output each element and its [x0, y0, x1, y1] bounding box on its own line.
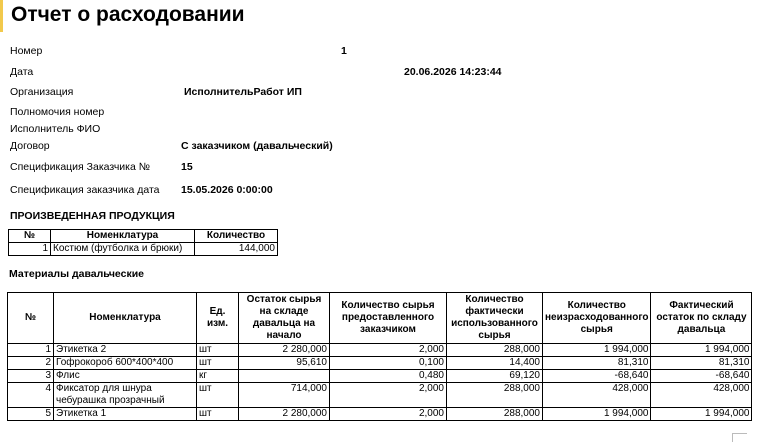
table-cell — [239, 370, 330, 383]
page-corner-marker — [732, 433, 747, 442]
field-label-number: Номер — [10, 45, 43, 57]
field-label-organization: Организация — [10, 86, 74, 98]
table-row — [8, 383, 752, 408]
table-cell: 428,000 — [651, 383, 752, 408]
table-cell: 14,400 — [447, 357, 543, 370]
field-label-spec-number: Спецификация Заказчика № — [10, 161, 151, 173]
table-cell: шт — [197, 383, 239, 408]
table-cell: 3 — [8, 370, 54, 383]
table-cell: шт — [197, 344, 239, 357]
table-cell: 714,000 — [239, 383, 330, 408]
column-header: Остаток сырья на складе давальца на начало — [239, 293, 330, 344]
table-cell: Этикетка 1 — [54, 408, 197, 421]
table-cell: 0,100 — [330, 357, 447, 370]
table-cell: 1 — [9, 243, 51, 256]
field-label-date: Дата — [10, 66, 34, 78]
table-cell: 1 994,000 — [651, 408, 752, 421]
table-cell: кг — [197, 370, 239, 383]
table-cell: Флис — [54, 370, 197, 383]
column-header: Количество фактически использованного сырья — [447, 293, 543, 344]
table-cell: Костюм (футболка и брюки) — [51, 243, 195, 256]
table-cell: 1 994,000 — [543, 408, 651, 421]
table-cell: 2,000 — [330, 383, 447, 408]
table-header-row — [9, 230, 278, 243]
column-header: Количество неизрасходованного сырья — [543, 293, 651, 344]
column-header: Номенклатура — [51, 230, 195, 243]
materials-table — [7, 292, 752, 421]
table-cell: 95,610 — [239, 357, 330, 370]
field-value-contract: С заказчиком (давальческий) — [181, 140, 333, 152]
table-cell: 81,310 — [543, 357, 651, 370]
table-cell: 2 — [8, 357, 54, 370]
materials-section-title: Материалы давальческие — [9, 268, 145, 280]
field-label-contract: Договор — [10, 140, 50, 152]
field-label-executor-name: Исполнитель ФИО — [10, 123, 101, 135]
table-cell: Фиксатор для шнура чебурашка прозрачный — [54, 383, 197, 408]
table-cell: 5 — [8, 408, 54, 421]
table-cell: 144,000 — [195, 243, 278, 256]
table-cell: 288,000 — [447, 383, 543, 408]
table-cell: 1 — [8, 344, 54, 357]
table-cell: -68,640 — [543, 370, 651, 383]
table-cell: 81,310 — [651, 357, 752, 370]
table-cell: Гофрокороб 600*400*400 — [54, 357, 197, 370]
column-header: Количество — [195, 230, 278, 243]
products-section-title: ПРОИЗВЕДЕННАЯ ПРОДУКЦИЯ — [10, 210, 175, 222]
table-cell: 288,000 — [447, 344, 543, 357]
table-cell: -68,640 — [651, 370, 752, 383]
table-cell: 69,120 — [447, 370, 543, 383]
table-cell: шт — [197, 357, 239, 370]
field-value-number: 1 — [341, 45, 347, 57]
section-marker — [0, 0, 3, 32]
field-value-spec-number: 15 — [181, 161, 193, 173]
column-header: Количество сырья предоставленного заказчиком — [330, 293, 447, 344]
table-cell: шт — [197, 408, 239, 421]
table-row — [8, 408, 752, 421]
table-cell: 428,000 — [543, 383, 651, 408]
field-label-authority-number: Полномочия номер — [10, 106, 105, 118]
table-cell: 2,000 — [330, 344, 447, 357]
table-cell: 0,480 — [330, 370, 447, 383]
page-title: Отчет о расходовании — [11, 3, 245, 26]
table-cell: Этикетка 2 — [54, 344, 197, 357]
column-header: Ед. изм. — [197, 293, 239, 344]
column-header: Фактический остаток по складу давальца — [651, 293, 752, 344]
table-cell: 1 994,000 — [543, 344, 651, 357]
table-cell: 2 280,000 — [239, 344, 330, 357]
table-row — [8, 344, 752, 357]
table-row — [9, 243, 278, 256]
table-row — [8, 370, 752, 383]
table-cell: 1 994,000 — [651, 344, 752, 357]
table-header-row — [8, 293, 752, 344]
table-cell: 2 280,000 — [239, 408, 330, 421]
table-cell: 2,000 — [330, 408, 447, 421]
products-table — [8, 229, 278, 256]
table-cell: 288,000 — [447, 408, 543, 421]
field-value-spec-date: 15.05.2026 0:00:00 — [181, 184, 273, 196]
column-header: № — [9, 230, 51, 243]
field-value-organization: ИсполнительРабот ИП — [184, 86, 302, 98]
column-header: № — [8, 293, 54, 344]
table-cell: 4 — [8, 383, 54, 408]
field-label-spec-date: Спецификация заказчика дата — [10, 184, 160, 196]
column-header: Номенклатура — [54, 293, 197, 344]
table-row — [8, 357, 752, 370]
field-value-date: 20.06.2026 14:23:44 — [404, 66, 502, 78]
